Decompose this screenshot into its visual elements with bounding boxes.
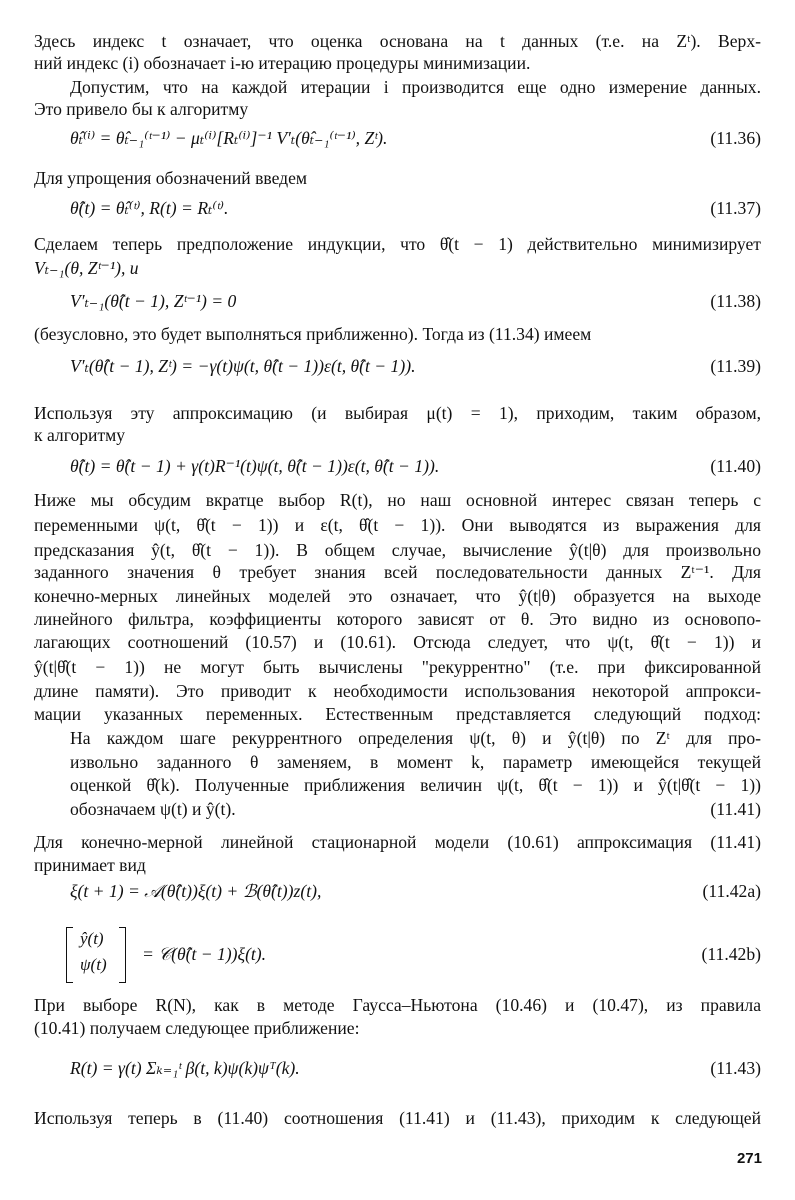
formula: R(t) = γ(t) Σₖ₌₁ᵗ β(t, k)ψ(k)ψᵀ(k). [70,1058,300,1078]
text-line: длине памяти). Это приводит к необходимости использования некоторой аппрокси- [34,681,761,701]
text-line: оценкой θ̂(k). Полученные приближения величин ψ(t, θ̂(t − 1)) и ŷ(t|θ̂(t − 1)) [70,775,761,795]
text-line: к алгоритму [34,425,126,445]
text-line: переменными ψ(t, θ̂(t − 1)) и ε(t, θ̂(t − 1)). Они выводятся из выражения для [34,515,761,535]
text-line: На каждом шаге рекуррентного определения ψ(t, θ) и ŷ(t|θ) по Zᵗ для про- [70,728,761,748]
text-line: Для конечно-мерной линейной стационарной модели (10.61) аппроксимация (11.41) [34,832,761,852]
equation-number: (11.41) [710,799,761,819]
text-line: Для упрощения обозначений введем [34,168,308,188]
text-line: Используя эту аппроксимацию (и выбирая μ(t) = 1), приходим, таким образом, [34,403,761,423]
text-line: обозначаем ψ(t) и ŷ(t). [70,799,236,819]
text-line: извольно заданного θ заменяем, в момент k, параметр имеющейся текущей [70,752,761,772]
formula: = 𝒞(θ̂(t − 1))ξ(t). [142,944,267,964]
equation-number: (11.39) [710,356,761,376]
formula: ξ(t + 1) = 𝒜(θ̂(t))ξ(t) + ℬ(θ̂(t))z(t), [70,881,322,901]
vector-entry-y-hat: ŷ(t) [80,929,104,948]
formula: V′ₜ(θ̂(t − 1), Zᵗ) = −γ(t)ψ(t, θ̂(t − 1))ε(t, θ̂(t − 1)). [70,356,416,376]
text-line: Сделаем теперь предположение индукции, что θ̂(t − 1) действительно минимизирует [34,234,761,254]
text-line: При выборе R(N), как в методе Гаусса–Ньютона (10.46) и (10.47), из правила [34,995,761,1015]
text-line: Здесь индекс t означает, что оценка основана на t данных (т.е. на Zᵗ). Верх- [34,31,761,51]
equation-number: (11.40) [710,456,761,476]
equation-number: (11.38) [710,291,761,311]
text-line: линейного фильтра, коэффициенты которого зависят от θ. Это видно из основопо- [34,609,761,629]
vector-entry-psi: ψ(t) [80,955,107,974]
text-line: лагающих соотношений (10.57) и (10.61). Отсюда следует, что ψ(t, θ̂(t − 1)) и [34,632,761,652]
left-bracket [66,927,73,983]
text-line: Используя теперь в (11.40) соотношения (11.41) и (11.43), приходим к следующей [34,1108,761,1128]
text-line: Ниже мы обсудим вкратце выбор R(t), но наш основной интерес связан теперь с [34,490,761,510]
text-line: Vₜ₋₁(θ, Zᵗ⁻¹), и [34,258,139,278]
formula: V′ₜ₋₁(θ̂(t − 1), Zᵗ⁻¹) = 0 [70,291,237,311]
formula: θ̂(t) = θ̂ₜ⁽ᵗ⁾, R(t) = Rₜ⁽ᵗ⁾. [70,198,229,218]
text-line: конечно-мерных линейных моделей это означает, что ŷ(t|θ) образуется на выходе [34,586,761,606]
text-line: ний индекс (i) обозначает i-ю итерацию процедуры минимизации. [34,53,531,73]
right-bracket [119,927,126,983]
text-line: предсказания ŷ(t, θ̂(t − 1)). В общем случае, вычисление ŷ(t|θ) для произвольно [34,540,761,560]
equation-number: (11.42b) [701,944,761,964]
text-line: ŷ(t|θ̂(t − 1)) не могут быть вычислены "рекуррентно" (т.е. при фиксированной [34,657,761,677]
text-line: Допустим, что на каждой итерации i производится еще одно измерение данных. [70,77,761,97]
equation-number: (11.37) [710,198,761,218]
text-line: мации указанных переменных. Естественным представляется следующий подход: [34,704,761,724]
text-line: (безусловно, это будет выполняться приближенно). Тогда из (11.34) имеем [34,324,592,344]
equation-number: (11.42a) [702,881,761,901]
text-line: принимает вид [34,855,146,875]
column-vector [66,927,126,981]
equation-number: (11.43) [710,1058,761,1078]
text-line: Это привело бы к алгоритму [34,99,249,119]
text-line: (10.41) получаем следующее приближение: [34,1018,360,1038]
page-number: 271 [736,1150,762,1167]
text-line: заданного значения θ требует знания всей последовательности данных Zᵗ⁻¹. Для [34,562,761,582]
equation-number: (11.36) [710,128,761,148]
formula: θ̂(t) = θ̂(t − 1) + γ(t)R⁻¹(t)ψ(t, θ̂(t − 1))ε(t, θ̂(t − 1)). [70,456,440,476]
formula: θ̂ₜ⁽ⁱ⁾ = θ̂ₜ₋₁⁽ᵗ⁻¹⁾ − μₜ⁽ⁱ⁾[Rₜ⁽ⁱ⁾]⁻¹ V′ₜ(θ̂ₜ₋₁⁽ᵗ⁻¹⁾, Zᵗ). [70,128,388,148]
